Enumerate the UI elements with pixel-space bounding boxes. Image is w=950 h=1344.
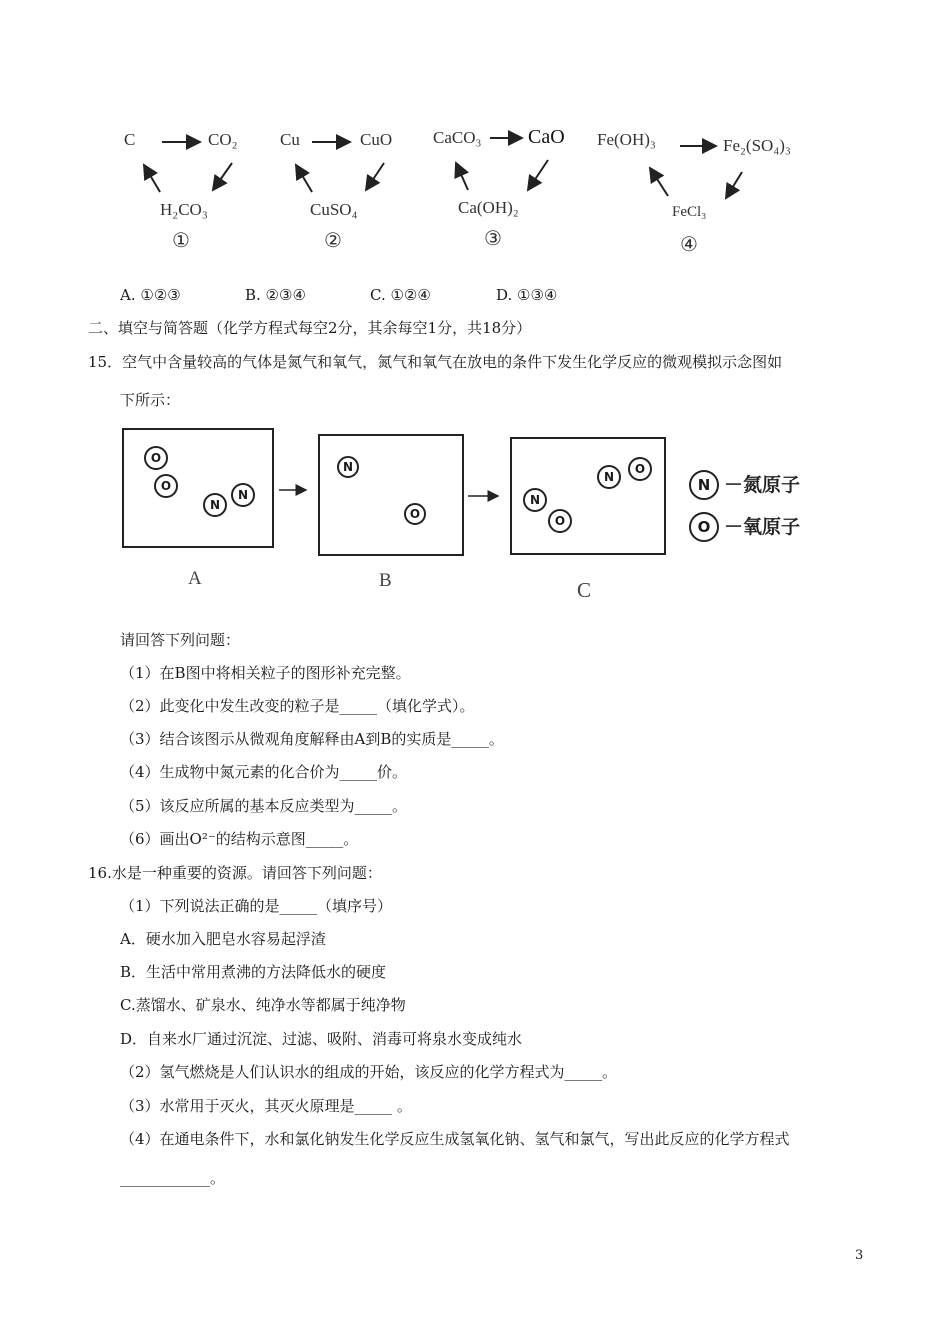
- cycle3-c: Ca(OH)₂: [458, 198, 519, 217]
- box-a-n-atom-1: N: [203, 493, 227, 517]
- cycle2-b: CuO: [360, 130, 393, 149]
- box-c-o-atom-2: O: [628, 457, 652, 481]
- q16-part-4: （4）在通电条件下，水和氯化钠发生化学反应生成氢氧化钠、氢气和氯气，写出此反应的化学方程式: [120, 1130, 790, 1148]
- legend-o-text: －氧原子: [724, 516, 801, 538]
- cycle2-a: Cu: [280, 130, 300, 149]
- box-b-n-atom: N: [337, 456, 359, 478]
- box-b-label: B: [379, 570, 392, 591]
- q16-option-b: B．生活中常用煮沸的方法降低水的硬度: [120, 963, 387, 981]
- legend-n-text: －氮原子: [724, 474, 801, 496]
- cycle3-b: CaO: [528, 126, 565, 148]
- box-a-n-atom-2: N: [231, 483, 255, 507]
- cycle4-b: Fe₂(SO₄)₃: [723, 136, 791, 155]
- q14-option-c: C. ①②④: [370, 286, 431, 304]
- cycle1-number: ①: [172, 228, 190, 252]
- box-a-label: A: [188, 568, 202, 589]
- box-c-n-atom-2: N: [597, 465, 621, 489]
- cycle2-number: ②: [324, 228, 342, 252]
- q14-option-b: B. ②③④: [245, 286, 306, 304]
- q16-part-1: （1）下列说法正确的是_____（填序号）: [120, 897, 393, 915]
- legend-o-atom: O: [689, 512, 719, 542]
- q14-option-a: A. ①②③: [120, 286, 181, 304]
- diagram-arrows: [0, 0, 950, 270]
- q16-part-2: （2）氢气燃烧是人们认识水的组成的开始，该反应的化学方程式为_____。: [120, 1063, 618, 1081]
- box-a-o-atom-2: O: [154, 474, 178, 498]
- box-c-label: C: [577, 578, 592, 602]
- cycle1-a: C: [124, 130, 136, 149]
- q14-option-d: D. ①③④: [496, 286, 558, 304]
- q15-stem-line1: 15．空气中含量较高的气体是氮气和氧气，氮气和氧气在放电的条件下发生化学反应的微观模拟示念图如: [88, 353, 783, 371]
- cycle3-a: CaCO₃: [433, 128, 482, 147]
- box-c-n-atom-1: N: [523, 488, 547, 512]
- q16-part-4-blank: ____________。: [120, 1169, 226, 1187]
- q15-part-4: （4）生成物中氮元素的化合价为_____价。: [120, 763, 408, 781]
- cycle4-number: ④: [680, 232, 698, 256]
- legend-n-atom: N: [689, 470, 719, 500]
- q15-part-5: （5）该反应所属的基本反应类型为_____。: [120, 797, 408, 815]
- cycle2-c: CuSO₄: [310, 200, 358, 219]
- q16-part-3: （3）水常用于灭火，其灭火原理是_____ 。: [120, 1097, 412, 1115]
- cycle1-c: H₂CO₃: [160, 200, 208, 219]
- cycle1-b: CO₂: [208, 130, 238, 149]
- cycle4-c: FeCl₃: [672, 204, 707, 220]
- q15-part-3: （3）结合该图示从微观角度解释由A到B的实质是_____。: [120, 730, 504, 748]
- q15-stem-line2: 下所示：: [120, 391, 181, 409]
- section2-heading: 二、填空与简答题（化学方程式每空2分，其余每空1分，共18分）: [88, 319, 532, 337]
- box-a-o-atom-1: O: [144, 446, 168, 470]
- q15-part-6: （6）画出O²⁻的结构示意图_____。: [120, 830, 359, 848]
- q16-option-a: A．硬水加入肥皂水容易起浮渣: [120, 930, 326, 948]
- q16-stem: 16.水是一种重要的资源。请回答下列问题：: [88, 864, 382, 882]
- q16-option-d: D．自来水厂通过沉淀、过滤、吸附、消毒可将泉水变成纯水: [120, 1030, 523, 1048]
- page-number: 3: [855, 1248, 864, 1263]
- q15-part-2: （2）此变化中发生改变的粒子是_____（填化学式）。: [120, 697, 475, 715]
- cycle3-number: ③: [484, 226, 502, 250]
- q15-prompt: 请回答下列问题：: [120, 631, 241, 649]
- q16-option-c: C.蒸馏水、矿泉水、纯净水等都属于纯净物: [120, 996, 406, 1014]
- box-c-o-atom-1: O: [548, 509, 572, 533]
- figure-arrows: [0, 420, 950, 580]
- q15-part-1: （1）在B图中将相关粒子的图形补充完整。: [120, 664, 411, 682]
- box-b-o-atom: O: [404, 503, 426, 525]
- cycle4-a: Fe(OH)₃: [597, 130, 656, 149]
